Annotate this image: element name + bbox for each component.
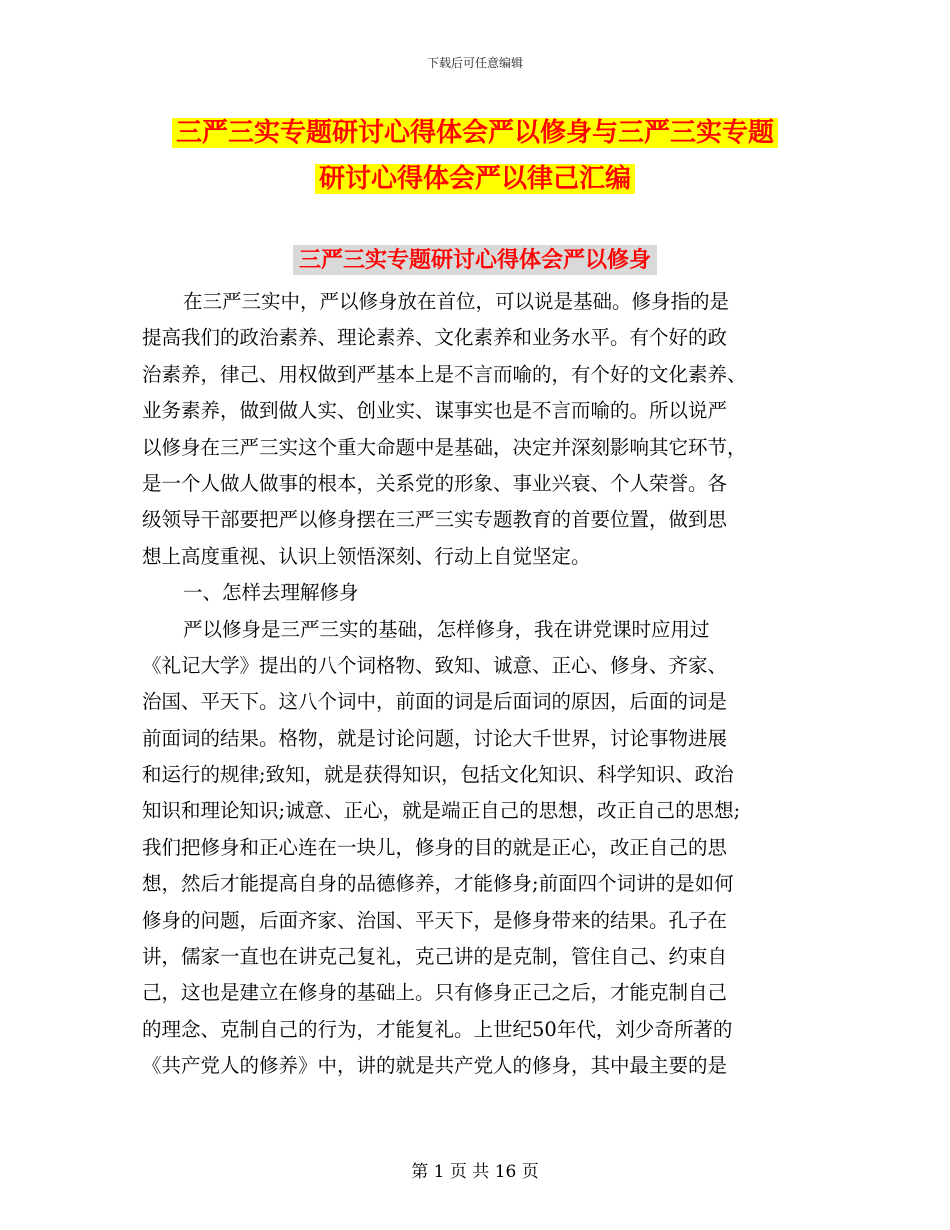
body-line: 和运行的规律;致知，就是获得知识，包括文化知识、科学知识、政治 [142,763,734,787]
section-subtitle [0,243,950,274]
subtitle-text: 三严三实专题研讨心得体会严以修身 [293,245,657,275]
body-line: 的理念、克制自己的行为，才能复礼。上世纪50年代，刘少奇所著的 [142,1017,733,1041]
body-line: 我们把修身和正心连在一块儿，修身的目的就是正心，改正自己的思 [142,835,728,859]
body-line: 提高我们的政治素养、理论素养、文化素养和业务水平。有个好的政 [142,326,728,350]
body-text [142,284,812,1085]
body-line: 知识和理论知识;诚意、正心，就是端正自己的思想，改正自己的思想; [142,799,741,823]
title-line-1: 三严三实专题研讨心得体会严以修身与三严三实专题 [172,118,778,148]
body-line: 以修身在三严三实这个重大命题中是基础，决定并深刻影响其它环节， [142,435,747,459]
section-heading: 一、怎样去理解修身 [183,581,359,605]
page-header: 下载后可任意编辑 [426,56,523,70]
body-line: 想，然后才能提高自身的品德修养，才能修身;前面四个词讲的是如何 [142,872,734,896]
body-line: 修身的问题，后面齐家、治国、平天下，是修身带来的结果。孔子在 [142,908,728,932]
body-line: 严以修身是三严三实的基础，怎样修身，我在讲党课时应用过 [183,617,710,641]
body-line: 前面词的结果。格物，就是讨论问题，讨论大千世界，讨论事物进展 [142,726,728,750]
body-line: 《共产党人的修养》中，讲的就是共产党人的修身，其中最主要的是 [142,1054,728,1078]
body-line: 《礼记大学》提出的八个词格物、致知、诚意、正心、修身、齐家、 [142,653,728,677]
body-line: 治国、平天下。这八个词中，前面的词是后面词的原因，后面的词是 [142,690,728,714]
body-line: 级领导干部要把严以修身摆在三严三实专题教育的首要位置，做到思 [142,508,728,532]
body-line: 在三严三实中，严以修身放在首位，可以说是基础。修身指的是 [183,290,730,313]
body-line: 治素养，律己、用权做到严基本上是不言而喻的，有个好的文化素养、 [142,362,747,386]
body-line: 讲，儒家一直也在讲克己复礼，克己讲的是克制，管住自己、约束自 [142,945,728,969]
document-title [0,110,950,202]
body-line: 业务素养，做到做人实、创业实、谋事实也是不言而喻的。所以说严 [142,399,728,423]
body-line: 己，这也是建立在修身的基础上。只有修身正己之后，才能克制自己 [142,981,728,1005]
title-line-2: 研讨心得体会严以律己汇编 [315,164,635,194]
body-line: 想上高度重视、认识上领悟深刻、行动上自觉坚定。 [142,544,591,568]
page-footer: 第 1 页 共 16 页 [411,1162,539,1182]
body-line: 是一个人做人做事的根本，关系党的形象、事业兴衰、个人荣誉。各 [142,471,728,495]
